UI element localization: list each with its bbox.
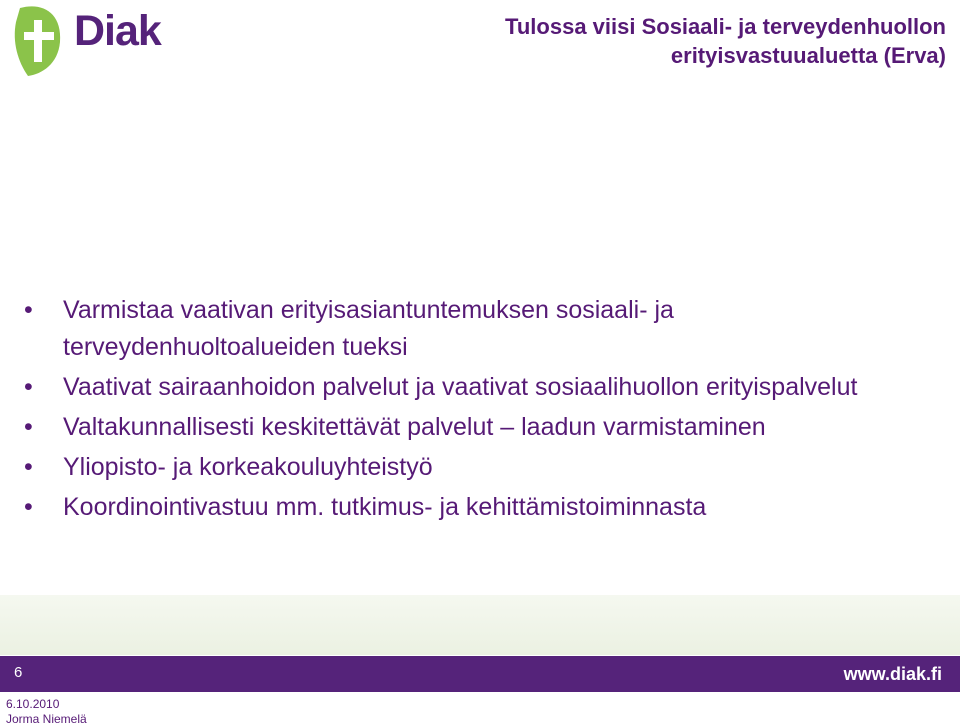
slide-title-line-2: erityisvastuualuetta (Erva): [670, 43, 946, 68]
bullet-item: [24, 369, 924, 406]
footer-bar: [0, 656, 960, 692]
bullet-item: [24, 449, 924, 486]
slide-title-line-1: Tulossa viisi Sosiaali- ja terveydenhuollon: [505, 14, 946, 39]
slide-title: [386, 12, 946, 70]
bullet-text: • Valtakunnallisesti keskitettävät palvelut – laadun varmistaminen: [63, 413, 766, 441]
diak-leaf-cross-icon: [12, 2, 72, 76]
footer-date: 6.10.2010: [6, 697, 60, 711]
diak-logo: [12, 2, 182, 76]
bullet-text: • Yliopisto- ja korkeakouluyhteistyö: [63, 453, 433, 481]
logo-text: Diak: [74, 7, 161, 55]
bullet-text: • Vaativat sairaanhoidon palvelut ja vaativat sosiaalihuollon erityispalvelut: [63, 373, 858, 401]
page-number: 6: [14, 664, 23, 681]
footer-gradient-band: [0, 595, 960, 655]
bullet-list: [24, 292, 924, 529]
footer-url-link[interactable]: www.diak.fi: [843, 664, 942, 684]
bullet-text: • Varmistaa vaativan erityisasiantuntemuksen sosiaali- ja terveydenhuoltoalueiden tueksi: [63, 296, 674, 361]
bullet-item: [24, 292, 924, 366]
footer-author: Jorma Niemelä: [6, 712, 87, 726]
bullet-text: • Koordinointivastuu mm. tutkimus- ja kehittämistoiminnasta: [63, 493, 707, 521]
bullet-item: [24, 409, 924, 446]
bullet-item: [24, 489, 924, 526]
